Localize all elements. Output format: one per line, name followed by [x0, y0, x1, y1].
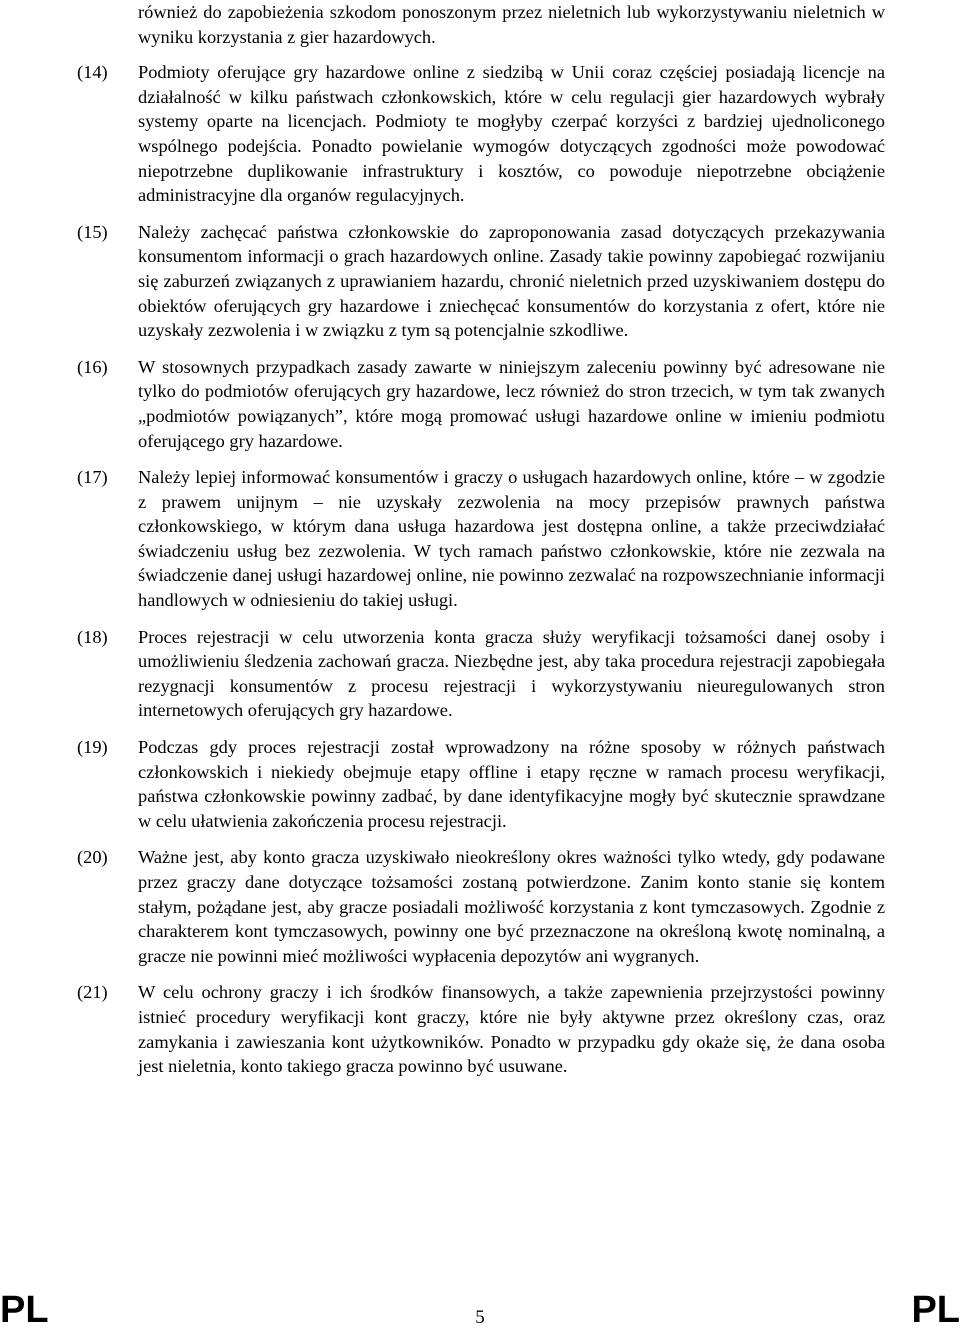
paragraph-number: (16)	[77, 356, 108, 377]
paragraph-number: (15)	[77, 221, 108, 242]
paragraph-text: Podczas gdy proces rejestracji został wprowadzony na różne sposoby w różnych państwach członkowskich i niekiedy obejmuje etapy offline i etapy ręczne w ramach procesu weryfikacji, państwa członkowskie powinny zadbać, by dane identyfikacyjne mogły być skutecznie sprawdzane w celu ułatwienia zakończenia procesu rejestracji.	[138, 737, 885, 831]
paragraph-14	[77, 60, 885, 208]
paragraph-number: (14)	[77, 62, 108, 83]
paragraph-15	[77, 220, 885, 343]
paragraph-text: Proces rejestracji w celu utworzenia konta gracza służy weryfikacji tożsamości danej osoby i umożliwieniu śledzenia zachowań gracza. Niezbędne jest, aby taka procedura rejestracji zapobiegała rezygnacji konsumentów z procesu rejestracji i wykorzystywaniu nieuregulowanych stron internetowych oferujących gry hazardowe.	[138, 626, 885, 721]
paragraph-text: W celu ochrony graczy i ich środków finansowych, a także zapewnienia przejrzystości powinny istnieć procedury weryfikacji kont graczy, które nie były aktywne przez określony czas, oraz zamykania i zawieszania kont użytkowników. Ponadto w przypadku gdy okaże się, że dana osoba jest nieletnia, konto takiego gracza powinno być usuwane.	[138, 982, 885, 1077]
paragraph-text: Należy lepiej informować konsumentów i graczy o usługach hazardowych online, które – w zgodzie z prawem unijnym – nie uzyskały zezwolenia na mocy przepisów prawnych państwa członkowskiego, w którym dana usługa hazardowa jest dostępna online, a także przeciwdziałać świadczeniu usług bez zezwolenia. W tych ramach państwo członkowskie, które nie zezwala na świadczenie danej usługi hazardowej online, nie powinno zezwalać na rozpowszechnianie informacji handlowych w odniesieniu do takiej usługi.	[138, 467, 885, 611]
paragraph-number: (20)	[77, 847, 108, 868]
paragraph-20	[77, 845, 885, 968]
paragraph-text: Ważne jest, aby konto gracza uzyskiwało nieokreślony okres ważności tylko wtedy, gdy podawane przez graczy dane dotyczące tożsamości zostaną potwierdzone. Zanim konto stanie się kontem stałym, pożądane jest, aby gracze posiadali możliwość korzystania z kont tymczasowych. Zgodnie z charakterem kont tymczasowych, powinny one być przeznaczone na określoną kwotę nominalną, a gracze nie powinni mieć możliwości wypłacenia depozytów ani wygranych.	[138, 847, 885, 966]
paragraph-18	[77, 625, 885, 723]
paragraph-number: (19)	[77, 737, 108, 758]
paragraph-21	[77, 980, 885, 1078]
paragraph-16	[77, 355, 885, 453]
footer-language-right: PL	[911, 1289, 960, 1331]
intro-continuation: również do zapobieżenia szkodom ponoszonym przez nieletnich lub wykorzystywaniu nieletnich w wyniku korzystania z gier hazardowych.	[138, 2, 885, 47]
paragraph-number: (17)	[77, 467, 108, 488]
paragraph-number: (21)	[77, 982, 108, 1003]
footer-language-left: PL	[0, 1289, 49, 1331]
paragraph-text: Podmioty oferujące gry hazardowe online z siedzibą w Unii coraz częściej posiadają licencje na działalność w kilku państwach członkowskich, które w celu regulacji gier hazardowych wybrały systemy oparte na licencjach. Podmioty te mogłyby czerpać korzyści z bardziej ujednoliconego wspólnego podejścia. Ponadto powielanie wymogów dotyczących zgodności może powodować niepotrzebne duplikowanie infrastruktury i kosztów, co powoduje niepotrzebne obciążenie administracyjne dla organów regulacyjnych.	[138, 62, 885, 206]
paragraph-17	[77, 465, 885, 613]
paragraph-19	[77, 735, 885, 833]
document-body	[77, 0, 885, 1079]
page-number: 5	[475, 1307, 485, 1328]
paragraph-text: W stosownych przypadkach zasady zawarte w niniejszym zaleceniu powinny być adresowane nie tylko do podmiotów oferujących gry hazardowe, lecz również do stron trzecich, w tym tak zwanych „podmiotów powiązanych”, które mogą promować usługi hazardowe online w imieniu podmiotu oferującego gry hazardowe.	[138, 356, 885, 451]
paragraph-number: (18)	[77, 626, 108, 647]
paragraph-text: Należy zachęcać państwa członkowskie do zaproponowania zasad dotyczących przekazywania konsumentom informacji o grach hazardowych online. Zasady takie powinny zapobiegać rozwijaniu się zaburzeń związanych z uprawianiem hazardu, chronić nieletnich przed uzyskiwaniem dostępu do obiektów oferujących gry hazardowe i zniechęcać konsumentów do korzystania z ofert, które nie uzyskały zezwolenia i w związku z tym są potencjalnie szkodliwe.	[138, 221, 885, 341]
